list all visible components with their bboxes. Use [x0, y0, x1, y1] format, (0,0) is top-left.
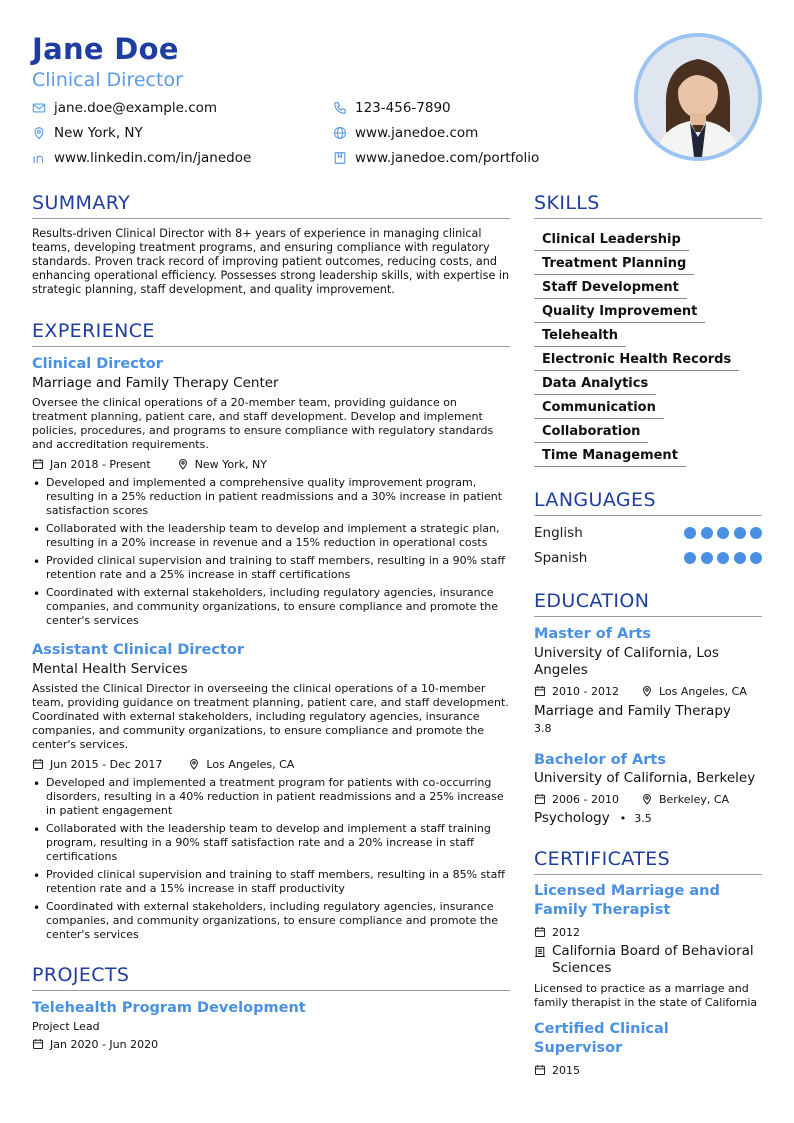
contact-linkedin[interactable]: www.linkedin.com/in/janedoe: [32, 150, 251, 166]
calendar-icon: [32, 458, 44, 470]
language-level: [684, 527, 762, 539]
calendar-icon: [32, 1038, 44, 1050]
project-meta: [32, 1036, 510, 1052]
left-column: [32, 190, 510, 1052]
certificate-date: 2012: [552, 925, 580, 939]
globe-icon: [333, 126, 347, 140]
education-school: University of California, Los Angeles: [534, 645, 719, 678]
separator: •: [619, 811, 627, 825]
list-item: • Provided clinical supervision and training to staff members, resulting in a 85% staff retention rate and a 15% increase in staff productivity: [32, 868, 510, 896]
map-pin-icon: [188, 758, 200, 770]
list-item: • Coordinated with external stakeholders, including regulatory agencies, insurance companies, and community organizations, to ensure compliance and promote the center's services: [32, 586, 510, 628]
job-achievements: [32, 776, 510, 942]
education-item: [534, 750, 762, 828]
mail-icon: [32, 101, 46, 115]
education-item: [534, 624, 762, 735]
certificate-item: [534, 1020, 762, 1078]
education-dates: 2010 - 2012: [552, 684, 619, 698]
map-pin-icon: [641, 793, 653, 805]
profile-photo: [634, 33, 762, 161]
phone-icon: [333, 101, 347, 115]
certificate-title: Licensed Marriage and Family Therapist: [534, 883, 720, 918]
candidate-role: Clinical Director: [32, 69, 183, 91]
contact-email[interactable]: jane.doe@example.com: [32, 100, 217, 116]
job-title: Assistant Clinical Director: [32, 642, 245, 658]
calendar-icon: [534, 1064, 546, 1076]
skill-tag: Communication: [534, 398, 664, 419]
contact-location: New York, NY: [32, 125, 143, 141]
skill-tag: Time Management: [534, 446, 686, 467]
skill-tag: Data Analytics: [534, 374, 656, 395]
resume-header: [32, 30, 632, 166]
contact-portfolio[interactable]: www.janedoe.com/portfolio: [333, 150, 539, 166]
skill-tag: Quality Improvement: [534, 302, 705, 323]
experience-heading: EXPERIENCE: [32, 318, 510, 347]
education-gpa: 3.5: [634, 811, 652, 825]
proficiency-dot: [684, 552, 696, 564]
list-item: • Provided clinical supervision and training to staff members, resulting in a 90% staff retention rate and a 25% increase in staff certifications: [32, 554, 510, 582]
map-pin-icon: [32, 126, 46, 140]
skills-list: [534, 227, 762, 467]
education-degree: Master of Arts: [534, 626, 652, 642]
job-company: Marriage and Family Therapy Center: [32, 375, 279, 391]
education-gpa: 3.8: [534, 722, 552, 735]
calendar-icon: [534, 793, 546, 805]
job-company: Mental Health Services: [32, 661, 188, 677]
certificate-title: Certified Clinical Supervisor: [534, 1021, 669, 1056]
education-location: Berkeley, CA: [658, 792, 730, 806]
skill-tag: Electronic Health Records: [534, 350, 739, 371]
calendar-icon: [534, 685, 546, 697]
education-dates: 2006 - 2010: [552, 792, 619, 806]
project-role: Project Lead: [32, 1020, 100, 1033]
proficiency-dot: [717, 552, 729, 564]
skills-heading: SKILLS: [534, 190, 762, 219]
education-degree: Bachelor of Arts: [534, 752, 666, 768]
linkedin-icon: [32, 151, 46, 165]
skill-tag: Telehealth: [534, 326, 626, 347]
certificates-heading: CERTIFICATES: [534, 846, 762, 875]
proficiency-dot: [750, 527, 762, 539]
language-name: English: [534, 524, 583, 541]
contact-website[interactable]: www.janedoe.com: [333, 125, 478, 141]
education-school: University of California, Berkeley: [534, 770, 756, 786]
job-title: Clinical Director: [32, 356, 163, 372]
education-heading: EDUCATION: [534, 588, 762, 617]
job-location: New York, NY: [194, 457, 267, 471]
skill-tag: Staff Development: [534, 278, 687, 299]
list-item: • Developed and implemented a treatment program for patients with co-occurring disorders, resulting in a 40% reduction in patient readmissions and a 25% increase in patient engagement: [32, 776, 510, 818]
languages-list: [534, 520, 762, 570]
skill-tag: Treatment Planning: [534, 254, 694, 275]
summary-heading: SUMMARY: [32, 190, 510, 219]
education-field: Marriage and Family Therapy: [534, 703, 731, 719]
job-dates: Jun 2015 - Dec 2017: [50, 757, 163, 771]
job-description: Oversee the clinical operations of a 20-member team, providing guidance on treatment planning, patient care, and staff development. Develop and implement policies, procedures, and programs to ensure compliance with regulatory standards and accreditation requirements.: [32, 396, 494, 451]
certificate-date: 2015: [552, 1063, 580, 1077]
list-item: • Coordinated with external stakeholders, including regulatory agencies, insurance companies, and community organizations, to ensure compliance and promote the center's services: [32, 900, 510, 942]
projects-heading: PROJECTS: [32, 962, 510, 991]
certificate-item: [534, 882, 762, 1010]
language-level: [684, 552, 762, 564]
education-location: Los Angeles, CA: [658, 684, 747, 698]
job-achievements: [32, 476, 510, 628]
certificate-issuer: California Board of Behavioral Sciences: [534, 943, 762, 977]
list-item: • Collaborated with the leadership team to develop and implement a strategic plan, resulting in a 20% increase in revenue and a 15% reduction in operational costs: [32, 522, 510, 550]
avatar-icon: [638, 37, 758, 157]
project-title: Telehealth Program Development: [32, 1000, 306, 1016]
language-item: [534, 520, 762, 545]
job-dates: Jan 2018 - Present: [50, 457, 151, 471]
map-pin-icon: [177, 458, 189, 470]
education-meta: [534, 683, 762, 699]
certificate-meta: [534, 924, 762, 940]
calendar-icon: [534, 926, 546, 938]
job-meta: [32, 756, 510, 772]
languages-heading: LANGUAGES: [534, 487, 762, 516]
proficiency-dot: [734, 552, 746, 564]
proficiency-dot: [717, 527, 729, 539]
language-item: [534, 545, 762, 570]
list-item: • Collaborated with the leadership team to develop and implement a staff training program, resulting in a 90% staff satisfaction rate and a 20% increase in staff certifications: [32, 822, 510, 864]
job-location: Los Angeles, CA: [206, 757, 295, 771]
proficiency-dot: [701, 552, 713, 564]
proficiency-dot: [750, 552, 762, 564]
skill-tag: Collaboration: [534, 422, 648, 443]
certificate-meta: [534, 1062, 762, 1078]
education-field-row: [534, 808, 762, 828]
experience-item: [32, 640, 510, 942]
project-dates: Jan 2020 - Jun 2020: [50, 1037, 159, 1051]
job-description: Assisted the Clinical Director in overseeing the clinical operations of a 10-member team, providing guidance on treatment planning, patient care, and staff development. Coordinated with external stakeholders, including regulatory agencies, insurance companies, and community organizations, to ensure compliance and promote the center's services.: [32, 682, 509, 751]
right-column: [534, 190, 762, 1078]
skill-tag: Clinical Leadership: [534, 230, 689, 251]
project-item: [32, 998, 510, 1052]
candidate-name: Jane Doe: [32, 32, 179, 66]
contact-phone[interactable]: 123-456-7890: [333, 100, 451, 116]
proficiency-dot: [701, 527, 713, 539]
proficiency-dot: [684, 527, 696, 539]
building-icon: [534, 946, 546, 958]
education-field: Psychology: [534, 810, 610, 826]
proficiency-dot: [734, 527, 746, 539]
language-name: Spanish: [534, 549, 588, 566]
bookmark-icon: [333, 151, 347, 165]
summary-text: Results-driven Clinical Director with 8+ years of experience in managing clinical teams, developing treatment programs, and ensuring compliance with regulatory standards. Proven track record of improving patient outcomes, reducing costs, and enhancing operational efficiency. Possesses strong leadership skills, with expertise in strategic planning, staff development, and quality improvement.: [32, 227, 510, 296]
calendar-icon: [32, 758, 44, 770]
education-meta: [534, 791, 762, 807]
experience-item: [32, 354, 510, 628]
job-meta: [32, 456, 510, 472]
certificate-description: Licensed to practice as a marriage and family therapist in the state of California: [534, 982, 758, 1009]
map-pin-icon: [641, 685, 653, 697]
list-item: • Developed and implemented a comprehensive quality improvement program, resulting in a 25% reduction in patient readmissions and a 30% increase in patient satisfaction scores: [32, 476, 510, 518]
